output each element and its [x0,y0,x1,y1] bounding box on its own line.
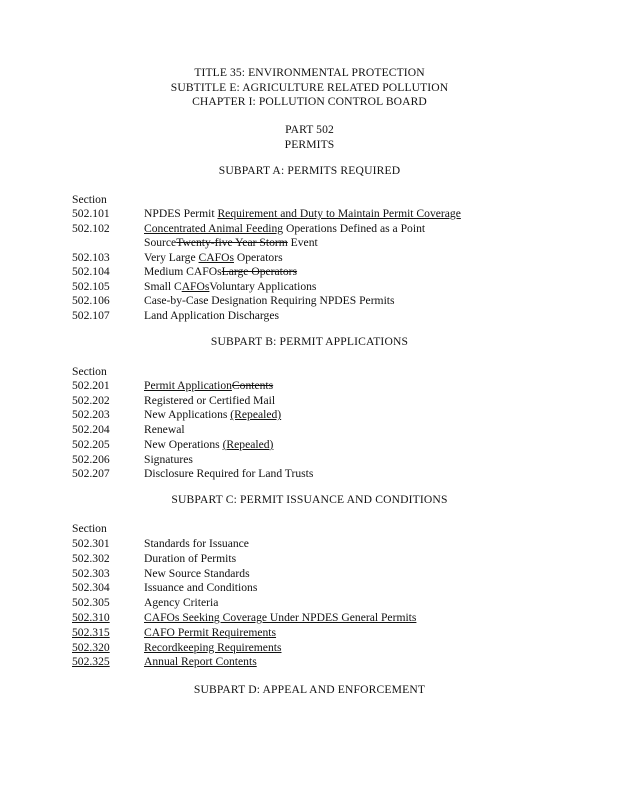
title-text: Disclosure Required for Land Trusts [144,467,314,481]
section-number: 502.302 [72,551,110,565]
subtitle-heading: SUBTITLE E: AGRICULTURE RELATED POLLUTION [170,80,449,94]
title-text: Source [144,236,177,249]
section-number: 502.203 [72,408,110,422]
section-title [144,655,257,670]
subpart-b-heading: SUBPART B: PERMIT APPLICATIONS [210,335,409,348]
title-text: Operations Defined as a Point [283,221,426,235]
section-title [144,379,273,394]
part-number: PART 502 [285,123,334,136]
section-number: 502.207 [72,467,110,481]
section-title [144,453,193,468]
section-number: 502.102 [72,221,110,235]
title-text: Issuance and Conditions [144,581,258,595]
title-text: Medium CAFOs [144,265,222,278]
section-number: 502.310 [72,611,110,624]
title-text: Standards for Issuance [144,537,249,550]
subpart-d-heading: SUBPART D: APPEAL AND ENFORCEMENT [193,683,426,696]
title-text: Small C [144,279,182,293]
section-number: 502.315 [72,625,110,639]
section-number: 502.301 [72,537,110,550]
part-name: PERMITS [284,137,335,151]
title-text: Very Large [144,250,199,264]
subpart-c-heading: SUBPART C: PERMIT ISSUANCE AND CONDITIONS [171,493,448,506]
section-number: 502.204 [72,423,110,437]
section-title [144,611,416,626]
subpart-a-section-label: Section [72,193,107,206]
title-inserted-text: (Repealed) [222,437,274,451]
section-title [144,467,313,482]
section-title [144,423,185,438]
section-number: 502.320 [72,640,110,654]
subpart-b-section-label: Section [72,365,107,378]
section-number: 502.201 [72,379,110,392]
title-deleted-text: Twenty-five Year Storm [176,236,288,249]
section-title [144,294,395,309]
section-title [144,236,318,251]
section-number: 502.107 [72,308,110,322]
section-number: 502.206 [72,452,110,466]
title-inserted-text: Annual Report Contents [144,655,257,669]
title-text: Operators [233,250,283,264]
section-number: 502.305 [72,596,110,610]
title-inserted-text: CAFO Permit Requirements [144,625,277,639]
section-number: 502.304 [72,581,110,595]
part-header [0,123,619,152]
title-text: Duration of Permits [144,551,237,565]
section-title [144,251,283,266]
title-text: Case-by-Case Designation Requiring NPDES Permits [144,294,395,307]
section-title [144,626,276,641]
section-title [144,438,273,453]
subpart-c-section-label: Section [72,522,107,535]
section-number: 502.103 [72,250,110,264]
section-number: 502.105 [72,279,110,293]
title-text: Event [287,236,318,249]
section-number: 502.202 [72,393,110,407]
title-inserted-text: CAFOs Seeking Coverage Under NPDES General Permits [144,611,417,624]
title-text: NPDES Permit [144,207,218,220]
section-title [144,280,316,295]
title-text: Renewal [144,423,185,437]
title-inserted-text: (Repealed) [230,408,282,422]
title-deleted-text: Large Operators [221,265,298,278]
section-title [144,394,275,409]
section-title [144,207,461,222]
section-number: 502.303 [72,566,110,580]
title-text: New Applications [144,408,231,422]
title-text: Registered or Certified Mail [144,393,276,407]
title-text: New Operations [144,437,223,451]
section-number: 502.101 [72,207,110,220]
title-inserted-text: Concentrated Animal Feeding [144,221,284,235]
section-title [144,552,236,567]
section-number: 502.325 [72,655,110,669]
title-inserted-text: AFOs [181,279,210,293]
section-number: 502.205 [72,437,110,451]
section-title [144,309,279,324]
section-number: 502.104 [72,265,110,278]
title-deleted-text: Contents [231,379,274,392]
title-text: New Source Standards [144,566,250,580]
section-title [144,408,281,423]
title-inserted-text: Permit Application [144,379,232,392]
section-title [144,641,281,656]
document-header [0,66,619,110]
title-inserted-text: Requirement and Duty to Maintain Permit Coverage [217,207,461,220]
title-text: Agency Criteria [144,596,219,610]
section-title [144,567,250,582]
section-title [144,537,249,552]
section-title [144,222,425,237]
subpart-a-heading: SUBPART A: PERMITS REQUIRED [218,164,401,177]
title-heading: TITLE 35: ENVIRONMENTAL PROTECTION [194,66,425,79]
section-title [144,596,218,611]
section-number: 502.106 [72,294,110,307]
section-title [144,581,257,596]
title-text: Voluntary Applications [209,279,317,293]
title-text: Land Application Discharges [144,308,280,322]
chapter-heading: CHAPTER I: POLLUTION CONTROL BOARD [192,95,427,108]
section-title [144,265,297,280]
title-inserted-text: CAFOs [198,250,234,264]
title-inserted-text: Recordkeeping Requirements [144,640,282,654]
title-text: Signatures [144,452,193,466]
